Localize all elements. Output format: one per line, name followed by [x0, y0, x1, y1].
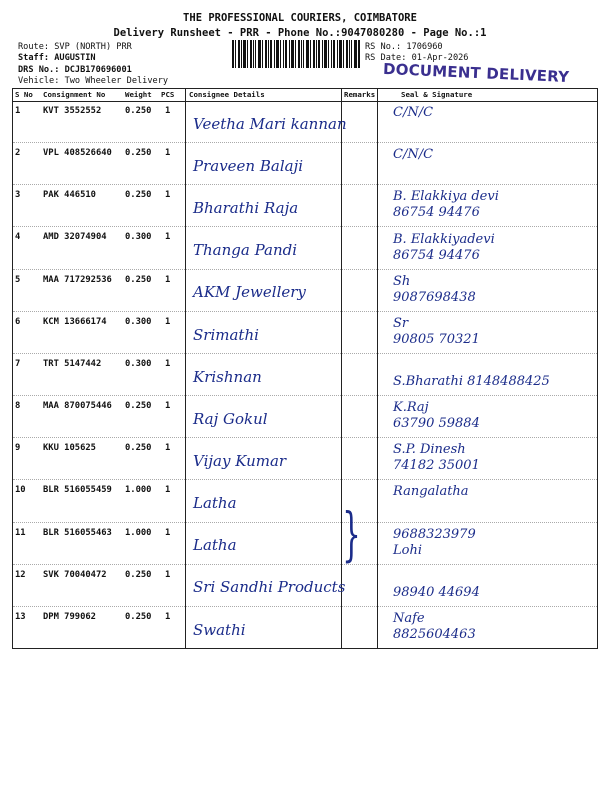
- table-row: [13, 564, 597, 607]
- signature-line-1: Nafe: [393, 610, 425, 626]
- header-consignee: Consignee Details: [189, 90, 265, 99]
- table-row: [13, 269, 597, 312]
- serial-number: 7: [15, 358, 21, 369]
- pcs-value: 1: [165, 232, 171, 243]
- weight-value: 0.300: [125, 358, 152, 369]
- header-sno: S No: [15, 90, 33, 99]
- serial-number: 8: [15, 401, 21, 412]
- consignment-number: MAA 717292536: [43, 274, 112, 285]
- signature-line-2: 86754 94476: [393, 247, 480, 263]
- consignment-number: KCM 13666174: [43, 316, 107, 327]
- signature-line-2: 9087698438: [393, 289, 476, 305]
- rs-date: RS Date: 01-Apr-2026: [365, 53, 469, 63]
- pcs-value: 1: [165, 106, 171, 116]
- signature-line-2: S.Bharathi 8148488425: [393, 373, 550, 389]
- consignee-name: Thanga Pandi: [193, 241, 298, 260]
- consignee-name: Krishnan: [193, 367, 262, 386]
- weight-value: 0.300: [125, 316, 152, 327]
- weight-value: 0.250: [125, 274, 152, 285]
- runsheet-title: Delivery Runsheet - PRR - Phone No.:9047080280 - Page No.:1: [113, 27, 487, 39]
- serial-number: 6: [15, 316, 21, 327]
- table-row: [13, 437, 597, 480]
- serial-number: 2: [15, 148, 21, 159]
- consignment-number: DPM 799062: [43, 611, 96, 622]
- table-row: [13, 226, 597, 269]
- serial-number: 12: [15, 569, 26, 580]
- document-delivery-stamp: DOCUMENT DELIVERY: [382, 59, 570, 87]
- signature-line-2: Lohi: [393, 542, 422, 558]
- runsheet-table: [12, 88, 598, 649]
- route-label: Route: SVP (NORTH) PRR: [18, 42, 132, 52]
- signature-line-1: Rangalatha: [393, 484, 469, 500]
- weight-value: 0.300: [125, 232, 152, 243]
- table-row: [13, 184, 597, 227]
- serial-number: 13: [15, 611, 26, 622]
- signature-line-1: C/N/C: [393, 105, 434, 121]
- consignment-number: TRT 5147442: [43, 358, 102, 369]
- table-row: [13, 142, 597, 185]
- vehicle-label: Vehicle: Two Wheeler Delivery: [18, 76, 169, 86]
- signature-line-2: 98940 44694: [393, 584, 480, 600]
- pcs-value: 1: [165, 569, 171, 580]
- consignee-name: Bharathi Raja: [193, 199, 299, 218]
- table-row: [13, 395, 597, 438]
- signature-line-2: 63790 59884: [393, 416, 480, 432]
- signature-line-1: K.Raj: [393, 400, 429, 416]
- table-body: [13, 100, 597, 648]
- table-row: [13, 100, 597, 143]
- pcs-value: 1: [165, 443, 171, 454]
- header-consignment: Consignment No: [43, 90, 106, 99]
- consignee-name: Veetha Mari kannan: [193, 114, 347, 133]
- consignment-number: KVT 3552552: [43, 106, 102, 116]
- consignment-number: BLR 516055463: [43, 527, 112, 538]
- serial-number: 11: [15, 527, 26, 538]
- pcs-value: 1: [165, 316, 171, 327]
- table-row: [13, 522, 597, 565]
- weight-value: 0.250: [125, 190, 152, 201]
- signature-line-2: 74182 35001: [393, 458, 480, 474]
- serial-number: 4: [15, 232, 21, 243]
- pcs-value: 1: [165, 611, 171, 622]
- weight-value: 1.000: [125, 485, 152, 496]
- pcs-value: 1: [165, 148, 171, 159]
- pcs-value: 1: [165, 190, 171, 201]
- drs-number: DRS No.: DCJB170696001: [18, 65, 132, 75]
- header-remarks: Remarks: [344, 90, 376, 99]
- consignee-name: Swathi: [193, 620, 246, 639]
- pcs-value: 1: [165, 527, 171, 538]
- serial-number: 1: [15, 106, 21, 116]
- serial-number: 10: [15, 485, 26, 496]
- weight-value: 1.000: [125, 527, 152, 538]
- signature-line-1: C/N/C: [393, 147, 434, 163]
- signature-line-2: 86754 94476: [393, 205, 480, 221]
- consignment-number: SVK 70040472: [43, 569, 107, 580]
- staff-label: Staff: AUGUSTIN: [18, 53, 96, 63]
- consignee-name: Srimathi: [193, 325, 259, 344]
- consignee-name: AKM Jewellery: [193, 283, 306, 302]
- table-row: [13, 353, 597, 396]
- table-row: [13, 606, 597, 648]
- header-weight: Weight: [125, 90, 152, 99]
- barcode-image: [232, 40, 360, 68]
- pcs-value: 1: [165, 485, 171, 496]
- signature-line-2: 90805 70321: [393, 331, 480, 347]
- signature-line-1: Sr: [393, 315, 409, 331]
- consignee-name: Raj Gokul: [193, 409, 268, 428]
- signature-line-1: Sh: [393, 273, 411, 289]
- consignee-name: Praveen Balaji: [193, 156, 304, 175]
- rs-number: RS No.: 1706960: [365, 42, 443, 52]
- weight-value: 0.250: [125, 401, 152, 412]
- consignment-number: KKU 105625: [43, 443, 96, 454]
- weight-value: 0.250: [125, 443, 152, 454]
- consignment-number: PAK 446510: [43, 190, 96, 201]
- weight-value: 0.250: [125, 569, 152, 580]
- pcs-value: 1: [165, 358, 171, 369]
- consignment-number: MAA 870075446: [43, 401, 112, 412]
- signature-line-1: B. Elakkiyadevi: [393, 231, 495, 247]
- serial-number: 9: [15, 443, 21, 454]
- consignee-name: Latha: [193, 494, 237, 513]
- weight-value: 0.250: [125, 106, 152, 116]
- table-row: [13, 479, 597, 522]
- weight-value: 0.250: [125, 148, 152, 159]
- serial-number: 3: [15, 190, 21, 201]
- company-name: THE PROFESSIONAL COURIERS, COIMBATORE: [183, 12, 417, 24]
- consignee-name: Latha: [193, 536, 237, 555]
- signature-line-2: 8825604463: [393, 626, 476, 642]
- consignment-number: AMD 32074904: [43, 232, 107, 243]
- signature-line-1: S.P. Dinesh: [393, 442, 466, 458]
- table-row: [13, 311, 597, 354]
- header-seal-signature: Seal & Signature: [401, 90, 473, 99]
- header-pcs: PCS: [161, 90, 175, 99]
- consignee-name: Vijay Kumar: [193, 451, 287, 470]
- remarks-brace-mark: }: [342, 500, 361, 568]
- serial-number: 5: [15, 274, 21, 285]
- pcs-value: 1: [165, 401, 171, 412]
- consignment-number: BLR 516055459: [43, 485, 112, 496]
- signature-line-1: 9688323979: [393, 526, 476, 542]
- signature-line-1: B. Elakkiya devi: [393, 189, 499, 205]
- consignee-name: Sri Sandhi Products: [193, 578, 346, 597]
- weight-value: 0.250: [125, 611, 152, 622]
- pcs-value: 1: [165, 274, 171, 285]
- consignment-number: VPL 408526640: [43, 148, 112, 159]
